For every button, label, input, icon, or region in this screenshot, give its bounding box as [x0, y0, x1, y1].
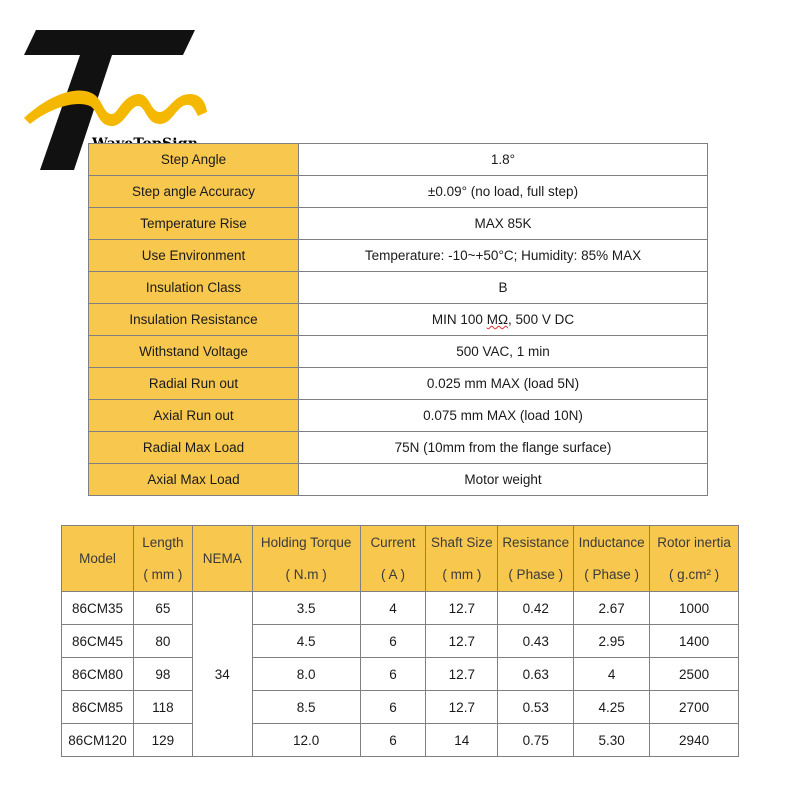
cell-torque: 3.5 — [252, 592, 360, 625]
spec-row — [89, 208, 708, 240]
table-row — [62, 592, 739, 625]
cell-shaft: 12.7 — [426, 658, 498, 691]
cell-resistance: 0.43 — [498, 625, 574, 658]
spec-row — [89, 272, 708, 304]
header-model: Model — [62, 526, 134, 592]
cell-inertia: 2940 — [650, 724, 739, 757]
cell-current: 6 — [360, 691, 426, 724]
cell-model: 86CM35 — [62, 592, 134, 625]
cell-inertia: 2700 — [650, 691, 739, 724]
cell-length: 129 — [133, 724, 192, 757]
cell-length: 98 — [133, 658, 192, 691]
spec-row — [89, 464, 708, 496]
spec-row — [89, 144, 708, 176]
cell-torque: 8.5 — [252, 691, 360, 724]
cell-inductance: 2.95 — [574, 625, 650, 658]
spec-value: B — [299, 272, 708, 304]
spec-row — [89, 240, 708, 272]
cell-current: 4 — [360, 592, 426, 625]
spec-value: 0.025 mm MAX (load 5N) — [299, 368, 708, 400]
spec-value: 1.8° — [299, 144, 708, 176]
spec-label: Temperature Rise — [89, 208, 299, 240]
spec-label: Step angle Accuracy — [89, 176, 299, 208]
cell-inertia: 1000 — [650, 592, 739, 625]
spec-value: 75N (10mm from the flange surface) — [299, 432, 708, 464]
table-row — [62, 691, 739, 724]
cell-resistance: 0.63 — [498, 658, 574, 691]
cell-length: 65 — [133, 592, 192, 625]
cell-torque: 4.5 — [252, 625, 360, 658]
spec-value: Temperature: -10~+50°C; Humidity: 85% MAX — [299, 240, 708, 272]
spec-row — [89, 432, 708, 464]
spec-row — [89, 400, 708, 432]
cell-model: 86CM45 — [62, 625, 134, 658]
cell-current: 6 — [360, 658, 426, 691]
table-row — [62, 658, 739, 691]
spec-label: Radial Run out — [89, 368, 299, 400]
cell-current: 6 — [360, 724, 426, 757]
cell-inductance: 5.30 — [574, 724, 650, 757]
cell-resistance: 0.42 — [498, 592, 574, 625]
spec-value: 0.075 mm MAX (load 10N) — [299, 400, 708, 432]
header-nema: NEMA — [192, 526, 252, 592]
spec-value-unit: MΩ — [486, 312, 509, 327]
spec-value: ±0.09° (no load, full step) — [299, 176, 708, 208]
spec-label: Insulation Resistance — [89, 304, 299, 336]
header-inductance: Inductance ( Phase ) — [574, 526, 650, 592]
spec-label: Use Environment — [89, 240, 299, 272]
logo-bar — [24, 30, 195, 55]
cell-inertia: 2500 — [650, 658, 739, 691]
spec-label: Step Angle — [89, 144, 299, 176]
header-length: Length ( mm ) — [133, 526, 192, 592]
spec-label: Insulation Class — [89, 272, 299, 304]
cell-resistance: 0.75 — [498, 724, 574, 757]
header-current: Current ( A ) — [360, 526, 426, 592]
spec-row — [89, 336, 708, 368]
cell-inductance: 4.25 — [574, 691, 650, 724]
cell-model: 86CM80 — [62, 658, 134, 691]
cell-length: 118 — [133, 691, 192, 724]
cell-shaft: 12.7 — [426, 691, 498, 724]
cell-torque: 8.0 — [252, 658, 360, 691]
cell-inductance: 2.67 — [574, 592, 650, 625]
cell-torque: 12.0 — [252, 724, 360, 757]
cell-model: 86CM120 — [62, 724, 134, 757]
spec-value: MAX 85K — [299, 208, 708, 240]
spec-value: Motor weight — [299, 464, 708, 496]
header-holding-torque: Holding Torque ( N.m ) — [252, 526, 360, 592]
spec-label: Axial Run out — [89, 400, 299, 432]
spec-value: 500 VAC, 1 min — [299, 336, 708, 368]
spec-value — [299, 304, 708, 336]
cell-model: 86CM85 — [62, 691, 134, 724]
cell-length: 80 — [133, 625, 192, 658]
cell-resistance: 0.53 — [498, 691, 574, 724]
spec-row — [89, 304, 708, 336]
logo-wave — [24, 91, 207, 126]
model-table-header — [62, 526, 739, 592]
spec-label: Radial Max Load — [89, 432, 299, 464]
cell-current: 6 — [360, 625, 426, 658]
header-resistance: Resistance ( Phase ) — [498, 526, 574, 592]
spec-row — [89, 176, 708, 208]
cell-inductance: 4 — [574, 658, 650, 691]
table-row — [62, 625, 739, 658]
table-row — [62, 724, 739, 757]
model-table — [61, 525, 739, 757]
spec-value-post: , 500 V DC — [508, 312, 575, 327]
spec-label: Axial Max Load — [89, 464, 299, 496]
cell-shaft: 12.7 — [426, 592, 498, 625]
spec-value-pre: MIN 100 — [431, 312, 487, 327]
cell-shaft: 14 — [426, 724, 498, 757]
header-rotor-inertia: Rotor inertia ( g.cm² ) — [650, 526, 739, 592]
spec-table — [88, 143, 708, 496]
spec-row — [89, 368, 708, 400]
cell-inertia: 1400 — [650, 625, 739, 658]
cell-nema: 34 — [192, 592, 252, 757]
header-shaft-size: Shaft Size ( mm ) — [426, 526, 498, 592]
cell-shaft: 12.7 — [426, 625, 498, 658]
spec-label: Withstand Voltage — [89, 336, 299, 368]
